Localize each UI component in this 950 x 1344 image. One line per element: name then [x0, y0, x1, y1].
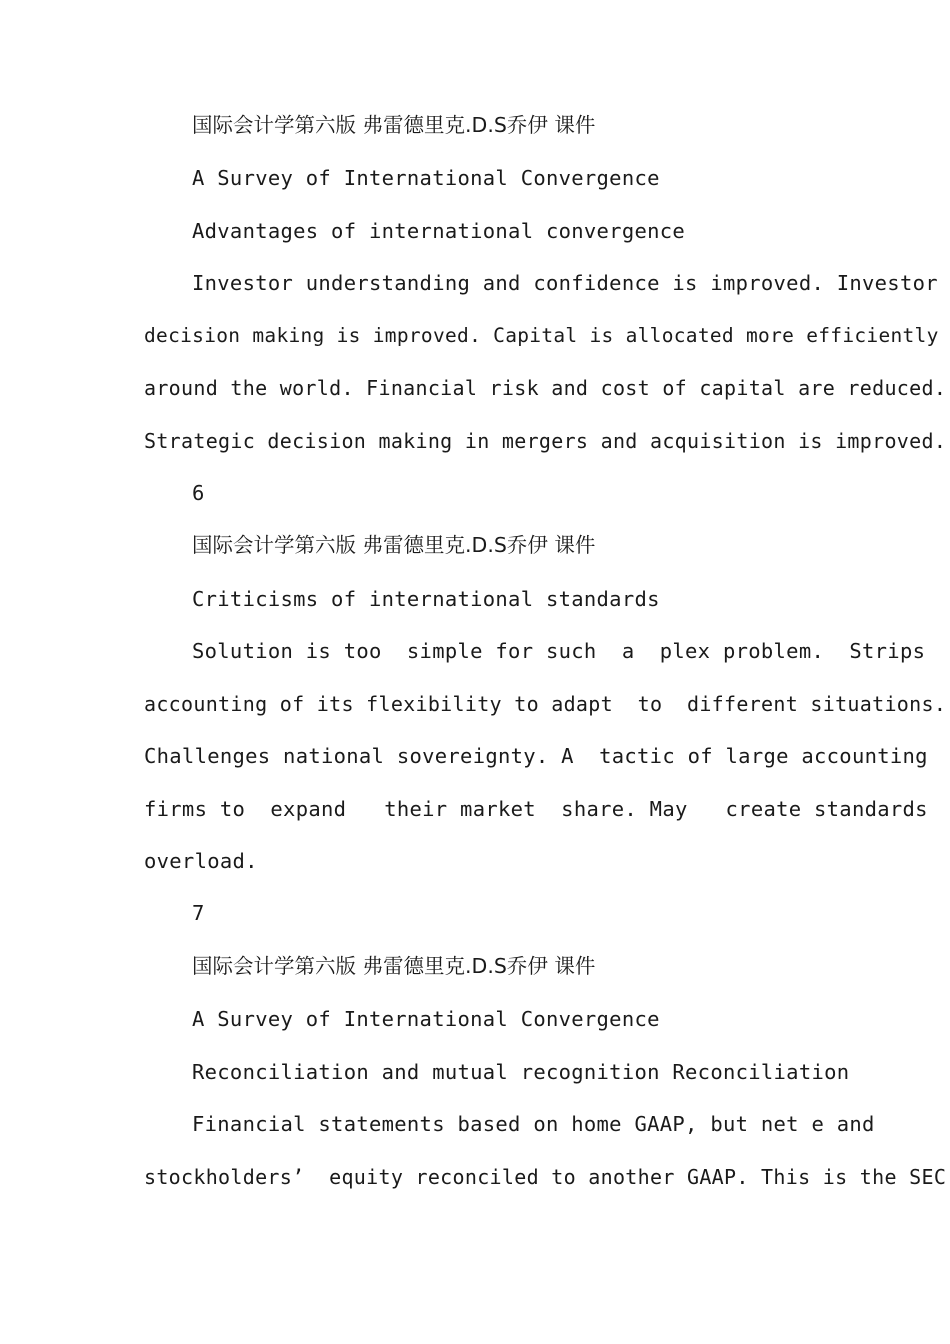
paragraph-line: accounting of its flexibility to adapt to different situations.	[144, 692, 947, 716]
page-number: 6	[192, 481, 205, 505]
course-heading: 国际会计学第六版 弗雷德里克.D.S乔伊 课件	[192, 113, 596, 137]
course-heading: 国际会计学第六版 弗雷德里克.D.S乔伊 课件	[192, 954, 596, 978]
section-subtitle: Advantages of international convergence	[192, 219, 686, 243]
section-subtitle: Reconciliation and mutual recognition Reconciliation	[192, 1060, 850, 1084]
paragraph-line: Challenges national sovereignty. A tactic of large accounting	[144, 744, 928, 768]
paragraph-line: stockholders’ equity reconciled to another GAAP. This is the SEC	[144, 1165, 947, 1189]
paragraph-line: around the world. Financial risk and cost of capital are reduced.	[144, 376, 947, 400]
section-title: A Survey of International Convergence	[192, 166, 660, 190]
course-heading: 国际会计学第六版 弗雷德里克.D.S乔伊 课件	[192, 533, 596, 557]
paragraph-line: overload.	[144, 849, 258, 873]
paragraph-line: decision making is improved. Capital is allocated more efficiently	[144, 324, 939, 347]
paragraph-line: Financial statements based on home GAAP, but net e and	[192, 1112, 875, 1136]
paragraph-line: Investor understanding and confidence is improved. Investor	[192, 271, 938, 295]
section-title: A Survey of International Convergence	[192, 1007, 660, 1031]
paragraph-line: Solution is too simple for such a plex problem. Strips	[192, 639, 926, 663]
paragraph-line: firms to expand their market share. May create standards	[144, 797, 928, 821]
paragraph-line: Strategic decision making in mergers and acquisition is improved.	[144, 429, 947, 453]
section-subtitle: Criticisms of international standards	[192, 587, 660, 611]
page-number: 7	[192, 901, 205, 925]
